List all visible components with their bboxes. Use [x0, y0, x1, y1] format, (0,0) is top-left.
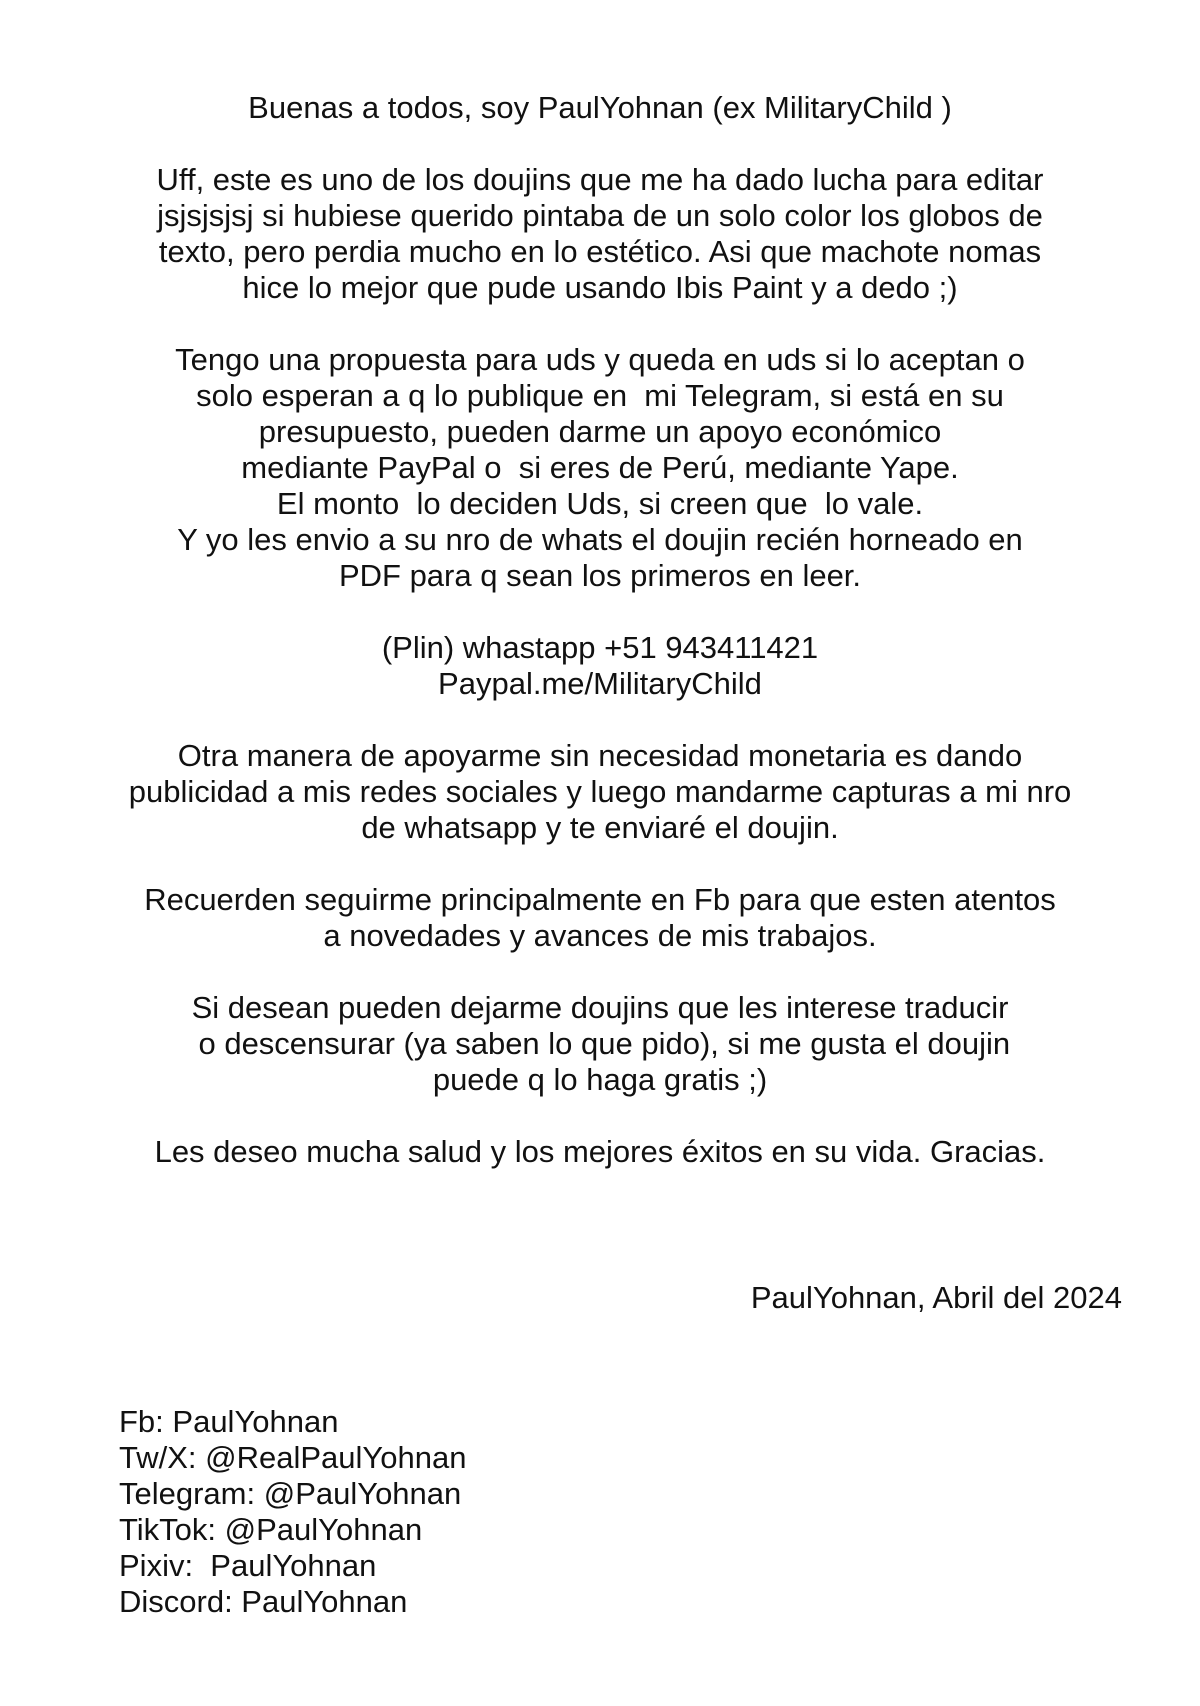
text-line: Uff, este es uno de los doujins que me ha dado lucha para editar	[156, 162, 1044, 197]
requests-paragraph	[60, 990, 1140, 1098]
greeting-paragraph	[60, 90, 1140, 126]
social-telegram: Telegram: @PaulYohnan	[119, 1476, 462, 1511]
text-line: solo esperan a q lo publique en mi Telegram, si está en su	[196, 378, 1004, 413]
text-line: El monto lo deciden Uds, si creen que lo vale.	[276, 486, 924, 521]
proposal-paragraph	[60, 342, 1140, 594]
paypal-contact: Paypal.me/MilitaryChild	[438, 666, 762, 701]
text-line: presupuesto, pueden darme un apoyo económico	[258, 414, 942, 449]
text-line: mediante PayPal o si eres de Perú, mediante Yape.	[241, 450, 959, 485]
contact-paragraph	[60, 630, 1140, 702]
text-line: Les deseo mucha salud y los mejores éxitos en su vida. Gracias.	[154, 1134, 1046, 1169]
social-pixiv: Pixiv: PaulYohnan	[119, 1548, 377, 1583]
text-line: Recuerden seguirme principalmente en Fb para que esten atentos	[144, 882, 1056, 917]
text-line: Y yo les envio a su nro de whats el doujin recién horneado en	[177, 522, 1023, 557]
message-body	[60, 90, 1140, 1206]
text-line: de whatsapp y te enviaré el doujin.	[361, 810, 839, 845]
text-line: Buenas a todos, soy PaulYohnan (ex MilitaryChild )	[248, 90, 952, 125]
whatsapp-contact: (Plin) whastapp +51 943411421	[381, 630, 819, 665]
social-tiktok: TikTok: @PaulYohnan	[119, 1512, 423, 1547]
social-twitter: Tw/X: @RealPaulYohnan	[119, 1440, 467, 1475]
social-discord: Discord: PaulYohnan	[119, 1584, 408, 1619]
follow-paragraph	[60, 882, 1140, 954]
text-line: puede q lo haga gratis ;)	[432, 1062, 768, 1097]
text-line: Si desean pueden dejarme doujins que les interese traducir	[191, 990, 1009, 1025]
signature: PaulYohnan, Abril del 2024	[750, 1280, 1122, 1315]
text-line: publicidad a mis redes sociales y luego mandarme capturas a mi nro	[128, 774, 1072, 809]
text-line: PDF para q sean los primeros en leer.	[338, 558, 862, 593]
text-line: Otra manera de apoyarme sin necesidad monetaria es dando	[177, 738, 1023, 773]
closing-paragraph	[60, 1134, 1140, 1170]
support-paragraph	[60, 738, 1140, 846]
text-line: Tengo una propuesta para uds y queda en uds si lo aceptan o	[175, 342, 1025, 377]
social-links-list	[119, 1404, 466, 1620]
editing-paragraph	[60, 162, 1140, 306]
text-line: hice lo mejor que pude usando Ibis Paint y a dedo ;)	[242, 270, 958, 305]
social-facebook: Fb: PaulYohnan	[119, 1404, 339, 1439]
text-line: jsjsjsjsj si hubiese querido pintaba de un solo color los globos de	[157, 198, 1043, 233]
text-line: a novedades y avances de mis trabajos.	[323, 918, 877, 953]
text-line: o descensurar (ya saben lo que pido), si me gusta el doujin	[189, 1026, 1011, 1061]
text-line: texto, pero perdia mucho en lo estético. Asi que machote nomas	[158, 234, 1042, 269]
